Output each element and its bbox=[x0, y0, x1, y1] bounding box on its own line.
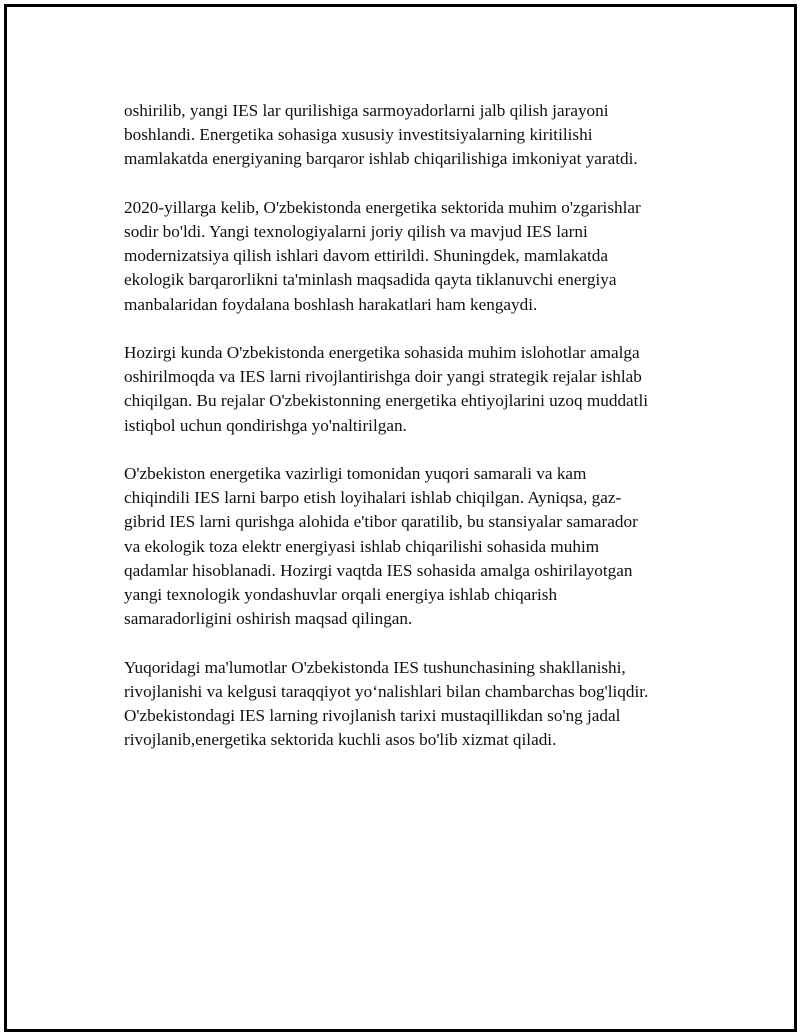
paragraph-4 bbox=[124, 462, 704, 631]
text-line: rivojlanib,energetika sektorida kuchli asos bo'lib xizmat qiladi. bbox=[124, 730, 557, 750]
text-line: sodir bo'ldi. Yangi texnologiyalarni joriy qilish va mavjud IES larni bbox=[124, 222, 588, 241]
text-line: istiqbol uchun qondirishga yo'naltirilgan. bbox=[124, 415, 407, 435]
text-line: gibrid IES larni qurishga alohida e'tibor qaratilib, bu stansiyalar samarador bbox=[124, 512, 638, 532]
text-line: mamlakatda energiyaning barqaror ishlab chiqarilishiga imkoniyat yaratdi. bbox=[124, 149, 638, 169]
text-line: Hozirgi kunda O'zbekistonda energetika sohasida muhim islohotlar amalga bbox=[124, 343, 640, 362]
text-line: rivojlanishi va kelgusi taraqqiyot yo‘nalishlari bilan chambarchas bog'liqdir. bbox=[124, 681, 649, 701]
text-line: oshirilmoqda va IES larni rivojlantirishga doir yangi strategik rejalar ishlab bbox=[124, 367, 642, 387]
document-body bbox=[124, 99, 704, 777]
paragraph-2 bbox=[124, 196, 704, 317]
text-line: va ekologik toza elektr energiyasi ishlab chiqarilishi sohasida muhim bbox=[124, 536, 600, 556]
paragraph-3 bbox=[124, 341, 704, 438]
page-frame bbox=[4, 4, 797, 1032]
text-line: manbalaridan foydalana boshlash harakatlari ham kengaydi. bbox=[124, 294, 538, 314]
text-line: O'zbekiston energetika vazirligi tomonidan yuqori samarali va kam bbox=[124, 464, 587, 483]
text-line: Yuqoridagi ma'lumotlar O'zbekistonda IES tushunchasining shakllanishi, bbox=[124, 657, 626, 677]
text-line: 2020-yillarga kelib, O'zbekistonda energetika sektorida muhim o'zgarishlar bbox=[124, 197, 641, 217]
text-line: qadamlar hisoblanadi. Hozirgi vaqtda IES sohasida amalga oshirilayotgan bbox=[124, 560, 633, 580]
paragraph-1 bbox=[124, 99, 704, 172]
text-line: yangi texnologik yondashuvlar orqali energiya ishlab chiqarish bbox=[124, 585, 558, 605]
paragraph-5 bbox=[124, 656, 704, 753]
text-line: chiqindili IES larni barpo etish loyihalari ishlab chiqilgan. Ayniqsa, gaz- bbox=[124, 488, 622, 508]
text-line: modernizatsiya qilish ishlari davom ettirildi. Shuningdek, mamlakatda bbox=[124, 246, 609, 266]
text-line: chiqilgan. Bu rejalar O'zbekistonning energetika ehtiyojlarini uzoq muddatli bbox=[124, 391, 648, 411]
text-line: boshlandi. Energetika sohasiga xususiy investitsiyalarning kiritilishi bbox=[124, 125, 593, 145]
text-line: oshirilib, yangi IES lar qurilishiga sarmoyadorlarni jalb qilish jarayoni bbox=[124, 101, 609, 120]
text-line: ekologik barqarorlikni ta'minlash maqsadida qayta tiklanuvchi energiya bbox=[124, 270, 617, 290]
text-line: O'zbekistondagi IES larning rivojlanish tarixi mustaqillikdan so'ng jadal bbox=[124, 706, 621, 726]
text-line: samaradorligini oshirish maqsad qilingan. bbox=[124, 609, 413, 629]
